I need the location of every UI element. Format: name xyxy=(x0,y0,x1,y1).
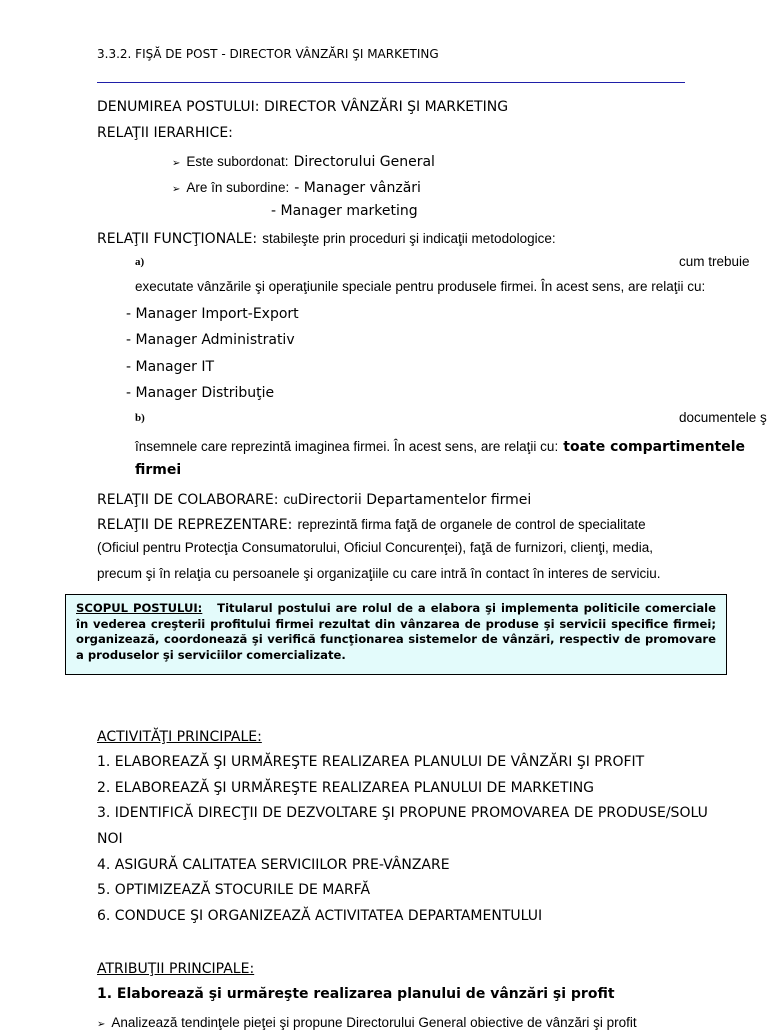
collaboration-value: Directorii Departamentelor firmei xyxy=(297,492,532,508)
duties-label: ATRIBUŢII PRINCIPALE: xyxy=(97,961,255,977)
item-b-line3: firmei xyxy=(135,462,182,478)
representation-line3: precum şi în relaţia cu persoanele şi organizaţiile cu care intră în contact în interes de serviciu. xyxy=(97,566,661,581)
item-a-tail: cum trebuie xyxy=(679,254,750,269)
functional-text: stabileşte prin proceduri şi indicaţii metodologice: xyxy=(262,231,556,246)
purpose-text: Titularul postului are rolul de a elabora şi implementa politicile comerciale în vederea creşterii profitului firmei rezultat din vânzarea de produse şi servicii specifice firmei; organizează, coordonează şi verifică funcţionarea sistemelor de vânzări, respectiv de promovare a produselor şi serviciilor comercializate. xyxy=(76,601,717,662)
item-b-text: însemnele care reprezintă imaginea firmei. În acest sens, are relaţii cu: xyxy=(135,439,559,454)
activity-6: 6. CONDUCE ŞI ORGANIZEAZĂ ACTIVITATEA DEPARTAMENTULUI xyxy=(97,908,543,924)
manager-import-export: - Manager Import-Export xyxy=(126,306,299,322)
functional-label: RELAŢII FUNCŢIONALE: xyxy=(97,231,258,247)
activity-3-cont: NOI xyxy=(97,831,123,847)
subordinate-value: Directorului General xyxy=(293,154,435,170)
item-b-marker: b) xyxy=(135,412,145,424)
subordinates-label: Are în subordine: xyxy=(186,180,290,195)
duty-1: 1. Elaborează şi urmăreşte realizarea planului de vânzări şi profit xyxy=(97,986,615,1002)
section-title: 3.3.2. FIŞĂ DE POST - DIRECTOR VÂNZĂRI ŞI MARKETING xyxy=(97,47,439,61)
activity-2: 2. ELABOREAZĂ ŞI URMĂREŞTE REALIZAREA PLANULUI DE MARKETING xyxy=(97,780,595,796)
item-b-bold: toate compartimentele xyxy=(563,439,746,455)
activity-4: 4. ASIGURĂ CALITATEA SERVICIILOR PRE-VÂNZARE xyxy=(97,857,450,873)
purpose-label: SCOPUL POSTULUI: xyxy=(76,601,203,615)
subordinate-1: - Manager vânzări xyxy=(294,180,421,196)
title-divider xyxy=(97,82,685,83)
subordinate-label: Este subordonat: xyxy=(186,154,289,169)
activities-label: ACTIVITĂŢI PRINCIPALE: xyxy=(97,729,262,745)
manager-distributie: - Manager Distribuţie xyxy=(126,385,275,401)
item-b-tail: documentele ş xyxy=(679,410,767,425)
collaboration-row xyxy=(97,489,531,508)
representation-line2: (Oficiul pentru Protecţia Consumatorului, Oficiul Concurenţei), faţă de furnizori, clienţi, media, xyxy=(97,540,653,555)
duty-1-bullet-row xyxy=(97,1012,637,1031)
job-title: DENUMIREA POSTULUI: DIRECTOR VÂNZĂRI ŞI MARKETING xyxy=(97,99,509,115)
manager-it: - Manager IT xyxy=(126,359,214,375)
activity-5: 5. OPTIMIZEAZĂ STOCURILE DE MARFĂ xyxy=(97,882,371,898)
collaboration-label: RELAŢII DE COLABORARE: xyxy=(97,492,279,508)
arrow-bullet-icon: ➢ xyxy=(172,184,181,195)
collaboration-prefix: cu xyxy=(283,492,298,507)
item-a-line2: executate vânzările şi operaţiunile speciale pentru produsele firmei. În acest sens, are relaţii cu: xyxy=(135,279,706,294)
activity-1: 1. ELABOREAZĂ ŞI URMĂREŞTE REALIZAREA PLANULUI DE VÂNZĂRI ŞI PROFIT xyxy=(97,754,645,770)
hierarchy-label: RELAŢII IERARHICE: xyxy=(97,125,233,141)
purpose-box xyxy=(65,594,727,675)
arrow-bullet-icon: ➢ xyxy=(172,158,181,169)
functional-row xyxy=(97,228,556,247)
subordinate-row xyxy=(172,151,435,170)
subordinates-row xyxy=(172,177,421,196)
item-a-marker: a) xyxy=(135,256,145,268)
manager-administrativ: - Manager Administrativ xyxy=(126,332,295,348)
item-b-line2 xyxy=(135,436,745,455)
subordinate-2: - Manager marketing xyxy=(271,203,418,219)
activity-3: 3. IDENTIFICĂ DIRECŢII DE DEZVOLTARE ŞI PROPUNE PROMOVAREA DE PRODUSE/SOLU xyxy=(97,805,708,821)
representation-label: RELAŢII DE REPREZENTARE: xyxy=(97,517,293,533)
representation-row xyxy=(97,514,646,533)
representation-line1: reprezintă firma faţă de organele de control de specialitate xyxy=(297,517,646,532)
arrow-bullet-icon: ➢ xyxy=(97,1019,106,1030)
duty-1-bullet: Analizează tendinţele pieţei şi propune Directorului General obiective de vânzări şi profit xyxy=(111,1015,637,1030)
